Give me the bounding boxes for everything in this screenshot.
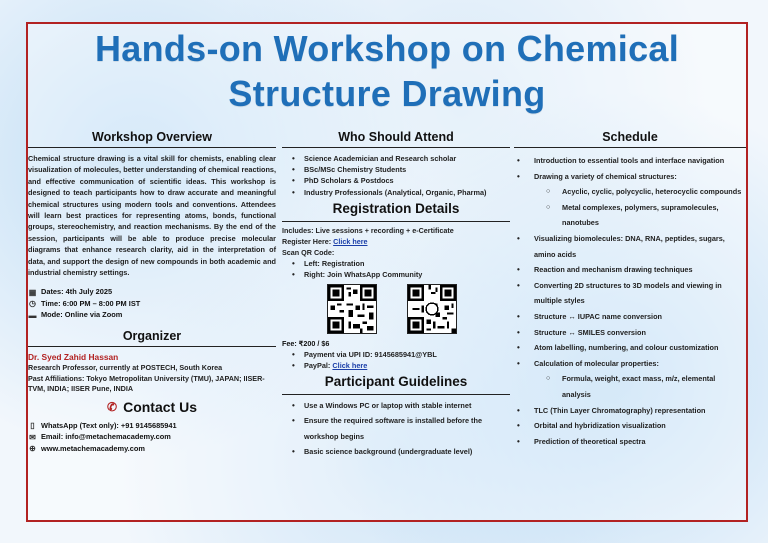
organizer-name: Dr. Syed Zahid Hassan: [28, 351, 119, 362]
contact-whatsapp[interactable]: WhatsApp (Text only): +91 9145685941: [41, 420, 177, 430]
list-item: • Use a Windows PC or laptop with stable internet: [282, 398, 510, 414]
schedule-subitem: ○ Formula, weight, exact mass, m/z, elemental analysis: [514, 371, 746, 402]
list-item: • Payment via UPI ID: 9145685941@YBL: [282, 349, 510, 360]
organizer-affiliations: Past Affiliations: Tokyo Metropolitan University (TMU), JAPAN; IISER-TVM, INDIA; IISER Pune, INDIA: [28, 373, 265, 394]
list-item: [282, 360, 510, 371]
contact-website[interactable]: www.metachemacademy.com: [41, 443, 145, 453]
schedule-item: • Prediction of theoretical spectra: [514, 434, 746, 450]
overview-heading: Workshop Overview: [28, 130, 276, 148]
schedule-item: • TLC (Thin Layer Chromatography) representation: [514, 403, 746, 419]
attend-list: [282, 153, 510, 198]
schedule-item: • Visualizing biomolecules: DNA, RNA, peptides, sugars, amino acids: [514, 231, 746, 262]
attend-heading: Who Should Attend: [282, 130, 510, 148]
list-item: • Basic science background (undergraduate level): [282, 444, 510, 460]
register-label: Register Here:: [282, 236, 334, 246]
schedule-item: • Introduction to essential tools and interface navigation: [514, 153, 746, 169]
registration-heading: Registration Details: [332, 200, 460, 216]
contact-heading-label: Contact Us: [123, 398, 197, 415]
whatsapp-qr-code[interactable]: [407, 284, 457, 334]
schedule-list: [514, 153, 746, 184]
left-column: [28, 130, 276, 454]
schedule-subitem: ○ Acyclic, cyclic, polycyclic, heterocyclic compounds: [514, 184, 746, 200]
guidelines-heading: Participant Guidelines: [324, 373, 468, 389]
schedule-heading: Schedule: [514, 130, 746, 148]
schedule-item: • Calculation of molecular properties:: [514, 356, 746, 372]
organizer-position: Research Professor, currently at POSTECH, South Korea: [28, 362, 223, 372]
organizer-heading: Organizer: [28, 329, 276, 347]
schedule-item: • Reaction and mechanism drawing techniques: [514, 262, 746, 278]
contact-email[interactable]: Email: info@metachemacademy.com: [41, 432, 171, 442]
payment-list: [282, 349, 510, 371]
paypal-label: PayPal:: [304, 361, 333, 371]
laptop-icon: ▬: [28, 310, 37, 320]
whatsapp-icon: ▯: [30, 421, 35, 430]
schedule-item: • Converting 2D structures to 3D models and viewing in multiple styles: [514, 278, 746, 309]
clock-icon: ◷: [29, 299, 36, 309]
overview-text: Chemical structure drawing is a vital skill for chemists, enabling clear visualization of molecules, better understanding of chemical reactions, and effective communication of scientific ideas. This workshop is designed to teach participants how to draw accurate and meaningful chemical structures using modern tools and conventions. Attendees will learn best practices for representing atoms, bonds, functional groups, stereochemistry, and reaction mechanisms. By the end of the session, participants will be able to produce precise molecular diagrams that enhance research clarity, aid in the interpretation of data, and support the design of new compounds in both academic and industrial chemistry settings.: [28, 154, 276, 278]
list-item: • Industry Professionals (Analytical, Organic, Pharma): [282, 187, 510, 198]
schedule-item: • Drawing a variety of chemical structures:: [514, 169, 746, 185]
list-item: • Left: Registration: [282, 258, 510, 269]
event-dates: Dates: 4th July 2025: [41, 287, 113, 297]
schedule-item: • Orbital and hybridization visualization: [514, 418, 746, 434]
guidelines-list: [282, 398, 510, 460]
paypal-link[interactable]: Click here: [332, 361, 368, 371]
list-item: • Science Academician and Research scholar: [282, 153, 510, 164]
right-column: [514, 130, 746, 449]
middle-column: [282, 130, 510, 460]
event-meta: [28, 286, 276, 321]
registration-qr-code[interactable]: [327, 284, 377, 334]
event-time: Time: 6:00 PM – 8:00 PM IST: [41, 298, 141, 308]
qr-list: [282, 258, 510, 280]
registration-includes: Includes: Live sessions + recording + e-Certificate: [282, 225, 454, 235]
phone-icon: ✆: [107, 399, 118, 414]
schedule-item: • Atom labelling, numbering, and colour customization: [514, 340, 746, 356]
schedule-item: • Structure ↔ SMILES conversion: [514, 325, 746, 341]
contact-heading: [28, 399, 276, 418]
list-item: • Right: Join WhatsApp Community: [282, 269, 510, 280]
schedule-sublist: [514, 184, 746, 231]
email-icon: ✉: [29, 432, 36, 442]
list-item: • PhD Scholars & Postdocs: [282, 175, 510, 186]
event-mode: Mode: Online via Zoom: [41, 310, 123, 320]
scan-label: Scan QR Code:: [282, 247, 335, 257]
list-item: • BSc/MSc Chemistry Students: [282, 164, 510, 175]
registration-fee: Fee: ₹200 / $6: [282, 339, 330, 349]
schedule-subitem: ○ Metal complexes, polymers, supramolecules, nanotubes: [514, 200, 746, 231]
schedule-item: • Structure ↔ IUPAC name conversion: [514, 309, 746, 325]
page-title: Hands-on Workshop on Chemical Structure Drawing: [94, 28, 680, 114]
globe-icon: ⊕: [29, 444, 36, 453]
calendar-icon: ▦: [28, 287, 37, 297]
register-link[interactable]: Click here: [333, 236, 368, 246]
list-item: • Ensure the required software is installed before the workshop begins: [282, 413, 510, 444]
